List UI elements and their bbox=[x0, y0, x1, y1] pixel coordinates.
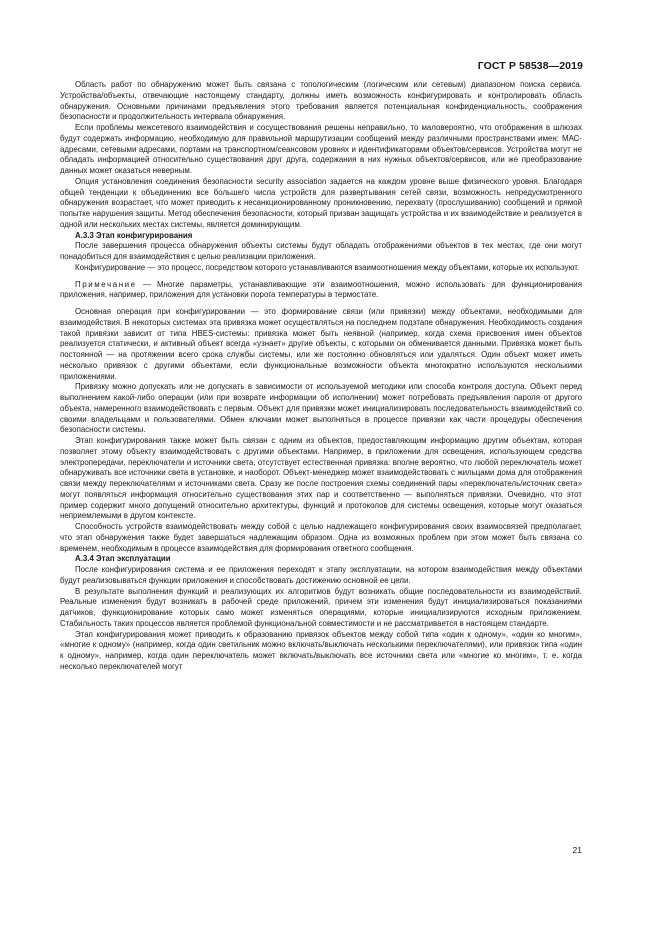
standard-number-header: ГОСТ Р 58538—2019 bbox=[477, 60, 583, 72]
page-number: 21 bbox=[572, 845, 582, 855]
paragraph-binding-basics: Основная операция при конфигурировании — это формирование связи (или привязки) между объектами, необходимыми для взаимодействия. В некоторых системах эта привязка может осуществляться на последнем подэтапе обнаружения. Необходимость создания такой привязки зависит от типа HBES-системы: привязка может быть неявной (например, когда схема присвоения имен объектов реализуется статически, и активный объект всегда «узнает» другие объекты, с которыми он обменивается данными. Привязка может быть постоянной — на протяжении всего срока службы системы, или же постоянно обновляться или удаляться. Один объект может иметь несколько привязок с другими объектами, если функциональные возможности объекта многократно используются несколькими приложениями. bbox=[60, 307, 582, 381]
section-heading-operation: А.3.4 Этап эксплуатации bbox=[75, 554, 171, 564]
paragraph-access-control: Привязку можно допускать или не допускать в зависимости от используемой методики или способа контроля доступа. Объект перед выполнением какой-либо операции (или при возврате информации об исполнении) может потребовать предъявления пароля от другого объекта, намеренного взаимодействовать с первым. Объект для привязки может инициализировать последовательность взаимодействий со своими владельцами и пользователями. Обмен ключами может выполняться в процессе привязки как части процедуры обеспечения безопасности системы. bbox=[60, 382, 582, 435]
paragraph-operation-stage: После конфигурирования система и ее приложения переходят к этапу эксплуатации, на котором взаимодействия между объектами будут реализовываться функции приложения и способствовать достижению основной ее цели. bbox=[60, 565, 582, 585]
document-body bbox=[60, 80, 582, 673]
paragraph-algorithms: В результате выполнения функций и реализующих их алгоритмов будут возникать общие последовательности из взаимодействий. Реальные изменения будут возникать в рабочей среде приложений, причем эти изменения будут инициализироваться показаниями датчиков, функционирование которых само может изменяться операциями, которые инициализируются исходным приложением. Стабильность таких процессов является проблемой функциональной совместимости и не рассматривается в настоящем стандарте. bbox=[60, 586, 582, 628]
paragraph-interworking: Если проблемы межсетевого взаимодействия и сосуществования решены неправильно, то маловероятно, что отображения в шлюзах будут содержать информацию, необходимую для правильной маршрутизации сообщений между различными пространствами имен: МАС-адресами, сетевыми адресами, портами на транспортном/сеансовом уровнях и идентификаторами объектов/сервисов. Устройства могут не обладать информацией относительно существования друг друга, содержания в них нужных объектов/сервисов, или же преобразование данных может оказаться неверным. bbox=[60, 123, 582, 175]
paragraph-discovery-scope: Область работ по обнаружению может быть связана с топологическим (логическим или сетевым) диапазоном поиска сервиса. Устройства/объекты, отвечающие настоящему стандарту, должны иметь возможность конфигурировать и контролировать область обнаружения. Основными причинами предъявления этого требования является потенциальная конфиденциальность, соображения безопасности и продолжительность интервала обнаружения. bbox=[60, 80, 582, 122]
paragraph-security-association: Опция установления соединения безопасности security association задается на каждом уровне выше физического уровня. Благодаря общей тенденции к объединению все большего числа устройств для развертывания сетей связи, возможность непредусмотренного обнаружения возрастает, что может приводить к несанкционированному проникновению, перехвату (прослушиванию) сообщений и прямой попытке нарушения защиты. Метод обеспечения безопасности, который призван защищать устройства и их взаимодействие и реализуется в одной или нескольких местах системы, является доминирующим. bbox=[60, 176, 582, 229]
paragraph-lighting-example: Этап конфигурирования также может быть связан с одним из объектов, предоставляющим информацию другим объектам, которая позволяет этому объекту взаимодействовать с другими объектами. Например, в приложении для освещения, использующем средства электропередачи, переключатели и источники света, отсутствует естественная привязка: вполне вероятно, что любой переключатель может обнаруживать все источники света в установке, и наоборот. Объект-менеджер может взаимодействовать с жильцами дома для отображения связи между переключателями и источниками света. Сразу же после построения схемы соединений пары «переключатель/источник света» могут появляться информация относительно существования этих пар и соответственно — выполняться привязки. Очевидно, что этот пример содержит много допущений относительно архитектуры, функций и протоколов для системы освещения, которые могут оказаться неприемлемыми в другом контексте. bbox=[60, 436, 582, 521]
note-label: Примечание bbox=[75, 279, 137, 289]
paragraph-after-discovery: После завершения процесса обнаружения объекты системы будут обладать отображениями объектов в тех местах, где они могут понадобиться для взаимодействия с целью реализации приложения. bbox=[60, 241, 582, 261]
note-text: — Многие параметры, устанавливающие эти взаимоотношения, можно использовать для функционирования приложения, например, приложения для установки порога температуры в термостате. bbox=[60, 279, 582, 300]
paragraph-interaction-ability: Способность устройств взаимодействовать между собой с целью надлежащего конфигурирования своих взаимосвязей предполагает, что этап обнаружения также будет завершаться надлежащим образом. Одна из возможных проблем при этом может быть связана со временем, необходимым в процессе взаимодействия для формирования ответного сообщения. bbox=[60, 522, 582, 553]
paragraph-configuration-definition: Конфигурирование — это процесс, посредством которого устанавливаются взаимоотношения между объектами, которые их используют. bbox=[75, 262, 580, 272]
paragraph-binding-types: Этап конфигурирования может приводить к образованию привязок объектов между собой типа «один к одному», «один ко многим», «многие к одному» (например, когда один светильник можно включать/выключать несколькими переключателями), или привязок типа «один к одному», например, когда один переключатель может включать/выключать все источники света или «многие ко многим», т. е. когда несколько переключателей могут bbox=[60, 629, 582, 671]
note-paragraph bbox=[60, 280, 582, 302]
section-heading-configuration: А.3.3 Этап конфигурирования bbox=[75, 230, 193, 240]
